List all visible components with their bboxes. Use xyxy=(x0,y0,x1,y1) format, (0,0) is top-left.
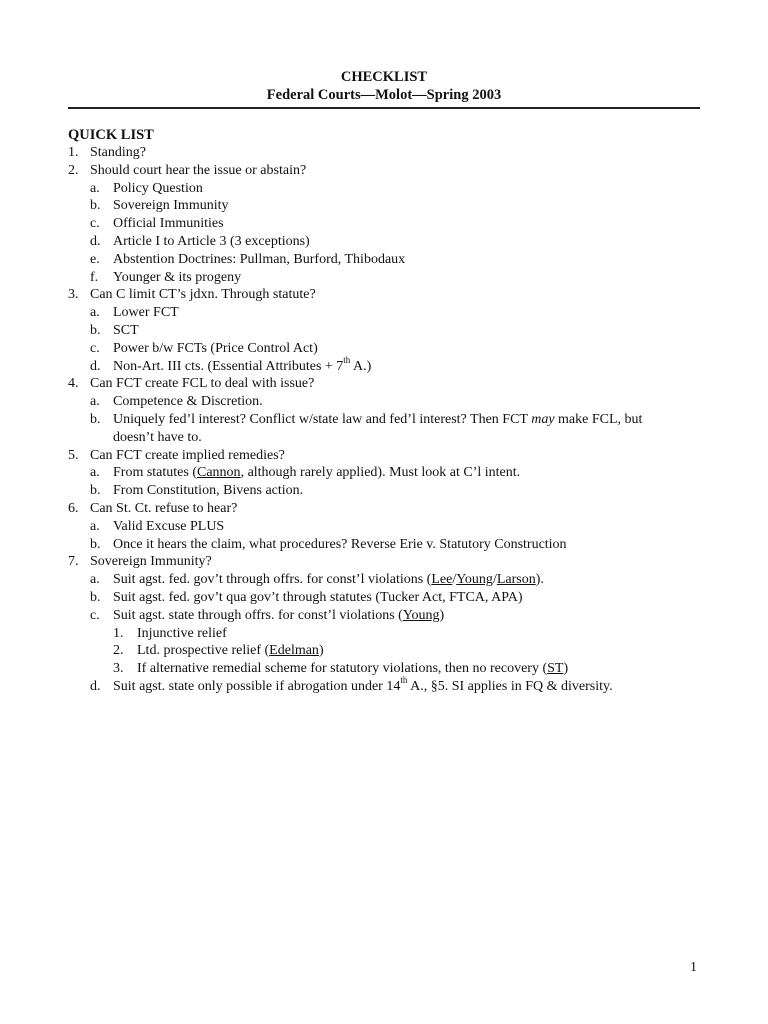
document-header xyxy=(68,68,700,104)
list-item: d. Suit agst. state only possible if abrogation under 14th A., §5. SI applies in FQ & diversity. xyxy=(90,675,613,694)
list-item: 5. Can FCT create implied remedies? xyxy=(68,447,285,463)
document-title: CHECKLIST xyxy=(340,69,428,85)
page-number: 1 xyxy=(690,960,697,975)
list-item: a. Valid Excuse PLUS xyxy=(90,518,225,534)
list-item: d. Non-Art. III cts. (Essential Attributes + 7th A.) xyxy=(90,354,372,374)
list-item: b. Suit agst. fed. gov’t qua gov’t through statutes (Tucker Act, FTCA, APA) xyxy=(90,589,523,605)
header-divider xyxy=(68,107,700,109)
list-item: c. Suit agst. state through offrs. for const’l violations (Young) xyxy=(90,607,445,623)
list-item: b. Sovereign Immunity xyxy=(90,198,229,214)
list-item: 1. Standing? xyxy=(68,145,146,160)
case-name: Larson xyxy=(496,572,536,588)
list-item: 2. Ltd. prospective relief (Edelman) xyxy=(113,643,324,659)
case-name: ST xyxy=(547,661,564,677)
list-item: 2. Should court hear the issue or abstain? xyxy=(68,162,307,178)
list-item: b. Once it hears the claim, what procedures? Reverse Erie v. Statutory Construction xyxy=(90,536,567,552)
list-item: 7. Sovereign Immunity? xyxy=(68,554,212,570)
list-item: 4. Can FCT create FCL to deal with issue? xyxy=(68,376,315,392)
list-item: a. From statutes (Cannon, although rarely applied). Must look at C’l intent. xyxy=(90,465,521,481)
case-name: Young xyxy=(402,607,440,623)
document-subtitle: Federal Courts—Molot—Spring 2003 xyxy=(266,87,502,103)
list-item: 3. If alternative remedial scheme for statutory violations, then no recovery (ST) xyxy=(113,661,569,677)
case-name: Lee xyxy=(431,572,453,588)
list-item: c. Power b/w FCTs (Price Control Act) xyxy=(90,340,318,356)
list-item: b. From Constitution, Bivens action. xyxy=(90,483,304,499)
list-item: a. Policy Question xyxy=(90,180,203,196)
list-item: e. Abstention Doctrines: Pullman, Burford, Thibodaux xyxy=(90,251,406,267)
list-item: a. Competence & Discretion. xyxy=(90,394,263,410)
list-item: b. Uniquely fed’l interest? Conflict w/state law and fed’l interest? Then FCT may make FCL, but doesn’t have to. xyxy=(90,411,643,445)
list-item: a. Lower FCT xyxy=(90,305,179,321)
case-name: Edelman xyxy=(269,643,319,659)
list-item: 6. Can St. Ct. refuse to hear? xyxy=(68,500,238,516)
case-name: Cannon xyxy=(197,465,241,481)
list-item: c. Official Immunities xyxy=(90,216,224,232)
list-item: 3. Can C limit CT’s jdxn. Through statute? xyxy=(68,287,316,303)
checklist xyxy=(68,144,708,696)
list-item: 1. Injunctive relief xyxy=(113,625,227,641)
case-name: Young xyxy=(456,572,493,588)
list-item: f. Younger & its progeny xyxy=(90,269,242,285)
quick-list-section xyxy=(68,126,708,696)
section-title: QUICK LIST xyxy=(68,127,154,143)
list-item: a. Suit agst. fed. gov’t through offrs. for const’l violations (Lee/Young/Larson). xyxy=(90,572,544,588)
list-item: d. Article I to Article 3 (3 exceptions) xyxy=(90,233,310,249)
list-item: b. SCT xyxy=(90,322,139,338)
